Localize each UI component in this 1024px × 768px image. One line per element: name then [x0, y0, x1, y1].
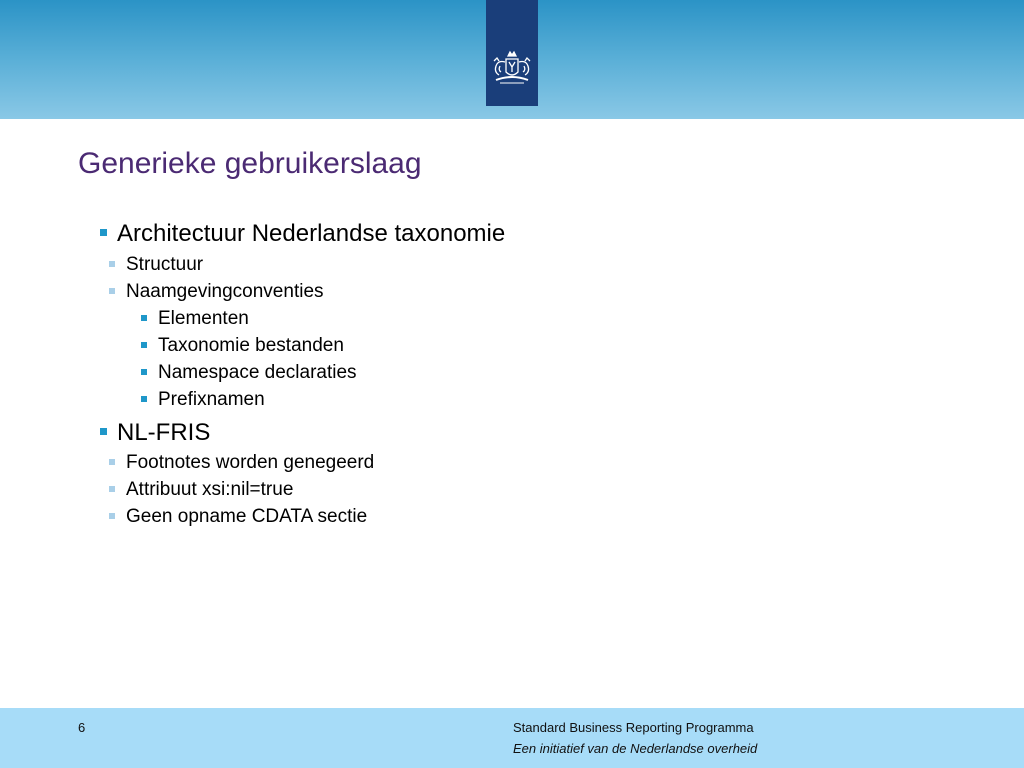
footer-band — [0, 708, 1024, 768]
bullet-marker-icon — [100, 229, 107, 236]
bullet-item — [158, 335, 344, 357]
bullet-text: Prefixnamen — [158, 389, 265, 410]
bullet-item — [126, 479, 293, 501]
bullet-text: Taxonomie bestanden — [158, 335, 344, 356]
bullet-text: Elementen — [158, 308, 249, 329]
bullet-marker-icon — [100, 428, 107, 435]
bullet-text: NL-FRIS — [117, 419, 211, 446]
bullet-marker-icon — [109, 261, 115, 267]
bullet-item — [158, 308, 249, 330]
bullet-text: Structuur — [126, 254, 204, 275]
bullet-marker-icon — [109, 459, 115, 465]
bullet-item — [126, 452, 374, 474]
bullet-marker-icon — [141, 315, 147, 321]
bullet-item — [126, 506, 367, 528]
bullet-item — [117, 419, 210, 447]
bullet-marker-icon — [141, 396, 147, 402]
bullet-text: Geen opname CDATA sectie — [126, 506, 368, 527]
page-number: 6 — [78, 720, 86, 735]
bullet-text: Footnotes worden genegeerd — [126, 452, 375, 473]
footer-tagline: Een initiatief van de Nederlandse overheid — [513, 741, 758, 756]
bullet-text: Namespace declaraties — [158, 362, 357, 383]
slide-title: Generieke gebruikerslaag — [78, 147, 422, 180]
bullet-marker-icon — [109, 513, 115, 519]
bullet-marker-icon — [109, 288, 115, 294]
bullet-item — [126, 254, 203, 276]
bullet-item — [126, 281, 324, 303]
bullet-text: Architectuur Nederlandse taxonomie — [117, 220, 506, 247]
bullet-marker-icon — [109, 486, 115, 492]
bullet-marker-icon — [141, 342, 147, 348]
bullet-item — [117, 220, 505, 248]
bullet-marker-icon — [141, 369, 147, 375]
bullet-item — [158, 362, 357, 384]
bullet-item — [158, 389, 265, 411]
footer-program: Standard Business Reporting Programma — [513, 720, 754, 735]
bullet-text: Naamgevingconventies — [126, 281, 324, 302]
bullet-text: Attribuut xsi:nil=true — [126, 479, 294, 500]
